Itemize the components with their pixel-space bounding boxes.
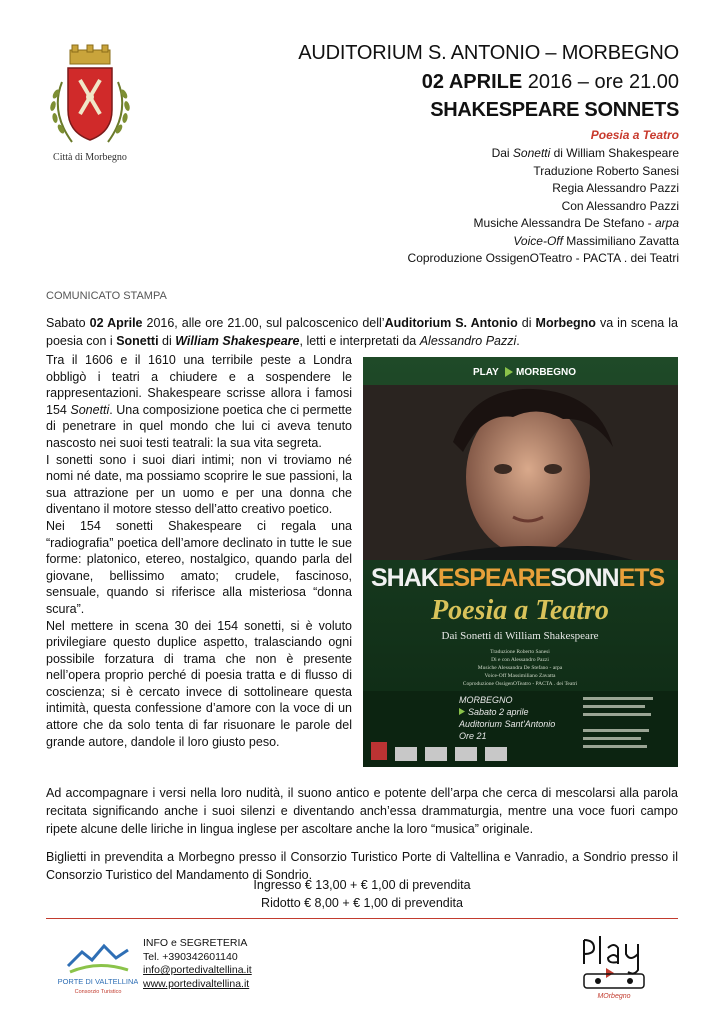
prices <box>46 876 678 912</box>
intro-paragraph <box>46 314 678 350</box>
poster-source: Dai Sonetti di William Shakespeare <box>441 630 599 642</box>
poster-credit: Coproduzione OssigenOTeatro - PACTA . dei Teatri <box>462 681 578 687</box>
credit-line <box>408 163 679 181</box>
intro-text: di <box>158 334 176 348</box>
credit-text: Musiche Alessandra De Stefano - <box>473 216 655 230</box>
credit-text: Con Alessandro Pazzi <box>561 198 679 213</box>
credit-line <box>408 250 679 268</box>
credits-list <box>408 145 679 268</box>
logo-name: PORTE DI VALTELLINA <box>58 977 138 986</box>
price-reduced: Ridotto € 8,00 + € 1,00 di prevendita <box>261 896 463 910</box>
footer-info <box>143 937 252 991</box>
play-icon <box>606 968 614 978</box>
event-poster <box>363 357 678 767</box>
play-logo-sub: MOrbegno <box>597 993 631 1000</box>
date-heading-date: 02 APRILE <box>421 71 523 93</box>
poster-venue-time: Ore 21 <box>459 731 487 741</box>
credit-text: Regia Alessandro Pazzi <box>552 181 679 195</box>
intro-bold: 02 Aprile <box>89 316 143 330</box>
credit-text: Massimiliano Zavatta <box>562 233 679 248</box>
poster-venue-place: Auditorium Sant'Antonio <box>459 719 556 729</box>
poster-title: SHAKESPEARESONNETS <box>371 564 665 592</box>
info-title: INFO e SEGRETERIA <box>143 937 248 949</box>
body-paragraph <box>46 352 352 452</box>
logo-subtitle: Consorzio Turistico <box>74 989 122 995</box>
intro-text: Sabato <box>46 316 90 330</box>
credit-text: Traduzione Roberto Sanesi <box>533 163 679 178</box>
credit-text: Dai <box>491 146 513 160</box>
body-text: . Una composizione poetica che ci permette di penetrare in quel mondo che lui ci aveva tenuto nascosto nei suoi testi teatrali: la sua vita segreta. <box>46 402 352 450</box>
credit-em: Sonetti <box>512 146 551 160</box>
footer-divider <box>46 918 678 919</box>
body-paragraph: I sonetti sono i suoi diari intimi; non vi troviamo né nomi né date, ma possiamo scoprire le sue passioni, la sua attrazione per un uomo e per una donna che diventano il motore stesso dell’atto creativo poetico. <box>46 452 352 517</box>
date-heading-time: 2016 – ore 21.00 <box>522 71 679 93</box>
credit-line <box>408 198 679 216</box>
intro-text: . <box>516 334 520 348</box>
poster-credit: Traduzione Roberto Sanesi <box>490 649 550 655</box>
intro-text: di <box>517 316 536 330</box>
tickets-paragraph: Biglietti in prevendita a Morbegno presso il Consorzio Turistico Porte di Valtellina e Vanradio, a Sondrio presso il Consorzio Turistico del Mandamento di Sondrio. <box>46 850 678 882</box>
price-full: Ingresso € 13,00 + € 1,00 di prevendita <box>253 878 471 892</box>
poster-brand-right: MORBEGNO <box>516 367 576 378</box>
body-text: Tra il 1606 e il 1610 una terribile peste a Londra obbligò i teatri a chiudere e a sospendere le rappresentazioni. Shakespeare scrisse allora i famosi 154 <box>46 353 352 417</box>
city-crest-logo <box>40 42 140 152</box>
actor-portrait <box>363 385 678 560</box>
body-paragraph: Ad accompagnare i versi nella loro nudità, il suono antico e potente dell’arpa che cerca di mescolarsi alla parola recitata significando anche i suoi silenzi e diventando anch’essa drammaturgia, mentre una voce fuori campo ripete alcune delle liriche in lingua inglese per ascoltare anche la loro “musica” originale. <box>46 786 678 836</box>
credit-line <box>408 233 679 251</box>
show-subtitle: Poesia a Teatro <box>590 128 679 142</box>
poster-venue-city: MORBEGNO <box>459 695 513 705</box>
info-website-link[interactable]: www.portedivaltellina.it <box>143 977 250 990</box>
venue-heading: AUDITORIUM S. ANTONIO – MORBEGNO <box>298 42 679 64</box>
poster-venue-date: Sabato 2 aprile <box>468 707 529 717</box>
intro-text: 2016, alle ore 21.00, sul palcoscenico dell’ <box>142 316 385 330</box>
porte-di-valtellina-logo <box>58 938 138 998</box>
poster-script-title: Poesia a Teatro <box>431 595 609 626</box>
credit-text: di William Shakespeare <box>550 146 679 160</box>
show-title: SHAKESPEARE SONNETS <box>430 99 679 121</box>
intro-bold: Auditorium S. Antonio <box>384 316 518 330</box>
intro-italic: Alessandro Pazzi <box>419 334 517 348</box>
body-italic: Sonetti <box>70 402 110 417</box>
intro-text: va in scena la poesia con i <box>46 316 678 348</box>
cassette-icon <box>584 974 644 988</box>
press-release-label: COMUNICATO STAMPA <box>46 290 167 302</box>
intro-text: , letti e interpretati da <box>299 334 420 348</box>
poster-credit: Musiche Alessandra De Stefano - arpa <box>477 665 563 671</box>
info-phone: Tel. +390342601140 <box>143 950 238 963</box>
credit-text: Coproduzione OssigenOTeatro - PACTA . dei Teatri <box>407 251 679 265</box>
intro-bold: Sonetti <box>116 334 159 348</box>
info-email-link[interactable]: info@portedivaltellina.it <box>143 964 252 976</box>
play-morbegno-logo <box>578 930 650 1000</box>
body-paragraph: Nel mettere in scena 30 dei 154 sonetti, si è voluto privilegiare questo duplice aspetto, tralasciando ogni possibile forzatura di trama che non è presente nell’opera proprio perché di poesia tratta e di flusso di coscienza; si è cercato invece di sottolineare questa intimità, questa confessione d’amore con la voce di un attore che da solo tenta di far risuonare le parole del grande autore, dandole il loro giusto peso. <box>46 618 352 749</box>
body-column <box>46 352 352 750</box>
date-heading <box>422 71 679 94</box>
intro-bold: Morbegno <box>535 316 596 330</box>
credit-em: Voice-Off <box>513 233 563 248</box>
poster-brand-left: PLAY <box>473 367 499 378</box>
credit-line <box>408 180 679 198</box>
credit-line <box>408 215 679 233</box>
crest-caption: Città di Morbegno <box>53 152 127 163</box>
credit-em: arpa <box>654 216 679 230</box>
poster-credit: Voice-Off Massimiliano Zavatta <box>484 673 556 679</box>
intro-bold-italic: William Shakespeare <box>175 334 300 348</box>
credit-line <box>408 145 679 163</box>
body-paragraph: Nei 154 sonetti Shakespeare ci regala una “radiografia” poetica dell’amore declinato in tutte le sue forme: platonico, etereo, nostalgico, quando parla del giovane, bellissimo amato; crudele, fascinoso, sensuale, quando si riferisce alla misteriosa “donna scura”. <box>46 518 352 616</box>
poster-credit: Di e con Alessandro Pazzi <box>491 657 549 663</box>
